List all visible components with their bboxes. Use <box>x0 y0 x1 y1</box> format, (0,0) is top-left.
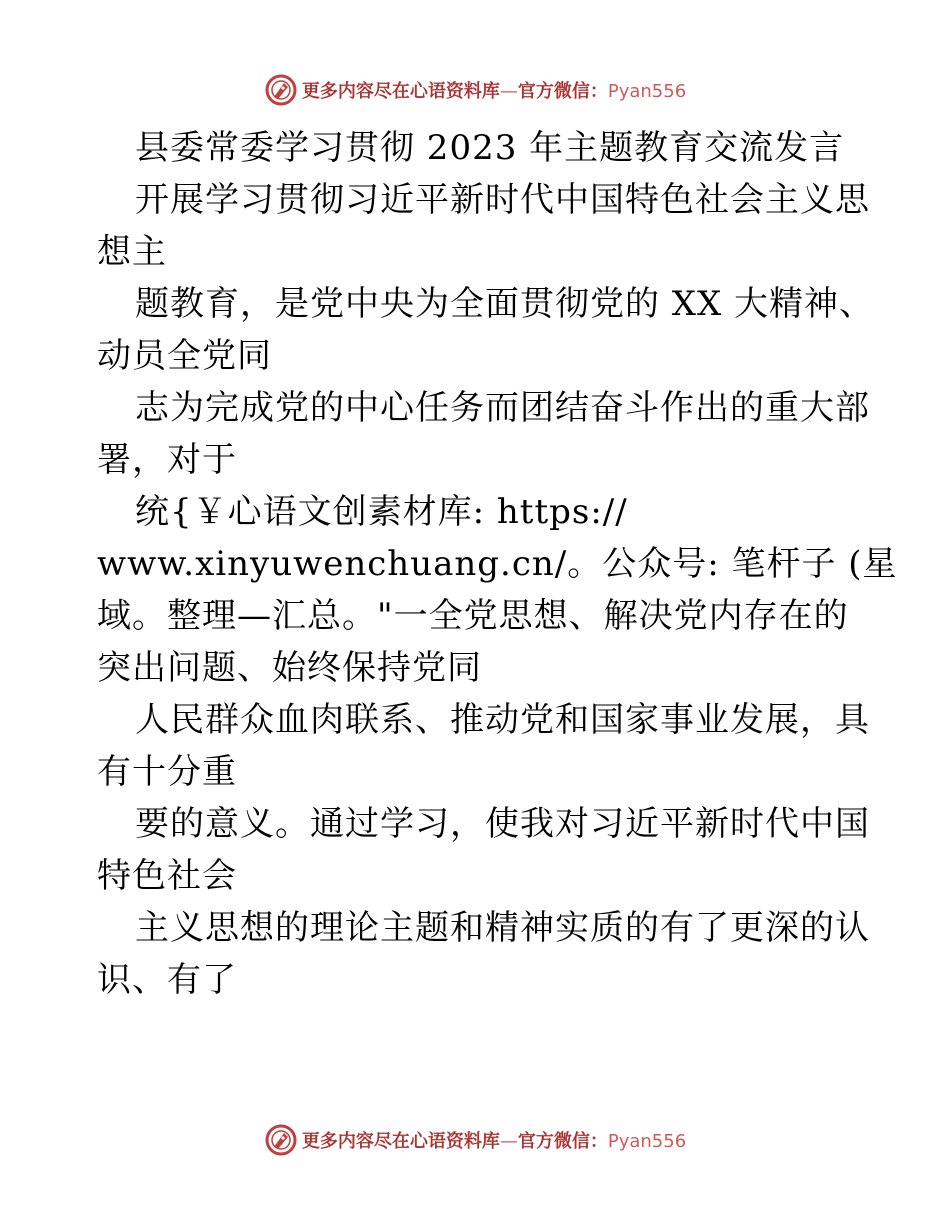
watermark-main-text: 更多内容尽在心语资料库 <box>301 1131 500 1152</box>
watermark-contact-id: Pyan556 <box>607 81 687 102</box>
watermark-dash: — <box>499 1131 518 1152</box>
paragraph-line: 统{￥心语文创素材库: https:// <box>135 492 628 532</box>
paragraph-line: 想主 <box>97 232 167 272</box>
watermark-contact-label: 官方微信： <box>517 81 608 102</box>
paragraph-line: 动员全党同 <box>97 336 272 376</box>
watermark-header <box>0 70 950 110</box>
paragraph-line: 人民群众血肉联系、推动党和国家事业发展，具 <box>135 700 870 740</box>
paragraph-line: 特色社会 <box>97 856 237 896</box>
paragraph-line: 突出问题、始终保持党同 <box>97 648 482 688</box>
pen-nib-circle-icon <box>264 73 298 107</box>
paragraph-line: 要的意义。通过学习，使我对习近平新时代中国 <box>135 804 870 844</box>
paragraph-line: 署，对于 <box>97 440 237 480</box>
watermark-text <box>302 1127 686 1153</box>
watermark-text <box>302 77 686 103</box>
paragraph-line: 题教育，是党中央为全面贯彻党的 XX 大精神、 <box>135 284 875 324</box>
paragraph-line: 识、有了 <box>97 960 237 1000</box>
paragraph-line: 主义思想的理论主题和精神实质的有了更深的认 <box>135 908 870 948</box>
watermark-contact-label: 官方微信： <box>517 1131 608 1152</box>
pen-nib-circle-icon <box>264 1123 298 1157</box>
paragraph-line: 域。整理—汇总。"一全党思想、解决党内存在的 <box>97 596 849 636</box>
watermark-contact-id: Pyan556 <box>607 1131 687 1152</box>
document-title: 县委常委学习贯彻 2023 年主题教育交流发言 <box>135 128 845 168</box>
paragraph-line: www.xinyuwenchuang.cn/。公众号: 笔杆子 (星 <box>97 544 898 584</box>
paragraph-line: 志为完成党的中心任务而团结奋斗作出的重大部 <box>135 388 870 428</box>
watermark-dash: — <box>499 81 518 102</box>
watermark-footer <box>0 1120 950 1160</box>
watermark-main-text: 更多内容尽在心语资料库 <box>301 81 500 102</box>
paragraph-line: 有十分重 <box>97 752 237 792</box>
paragraph-line: 开展学习贯彻习近平新时代中国特色社会主义思 <box>135 180 870 220</box>
document-body <box>97 122 898 1006</box>
